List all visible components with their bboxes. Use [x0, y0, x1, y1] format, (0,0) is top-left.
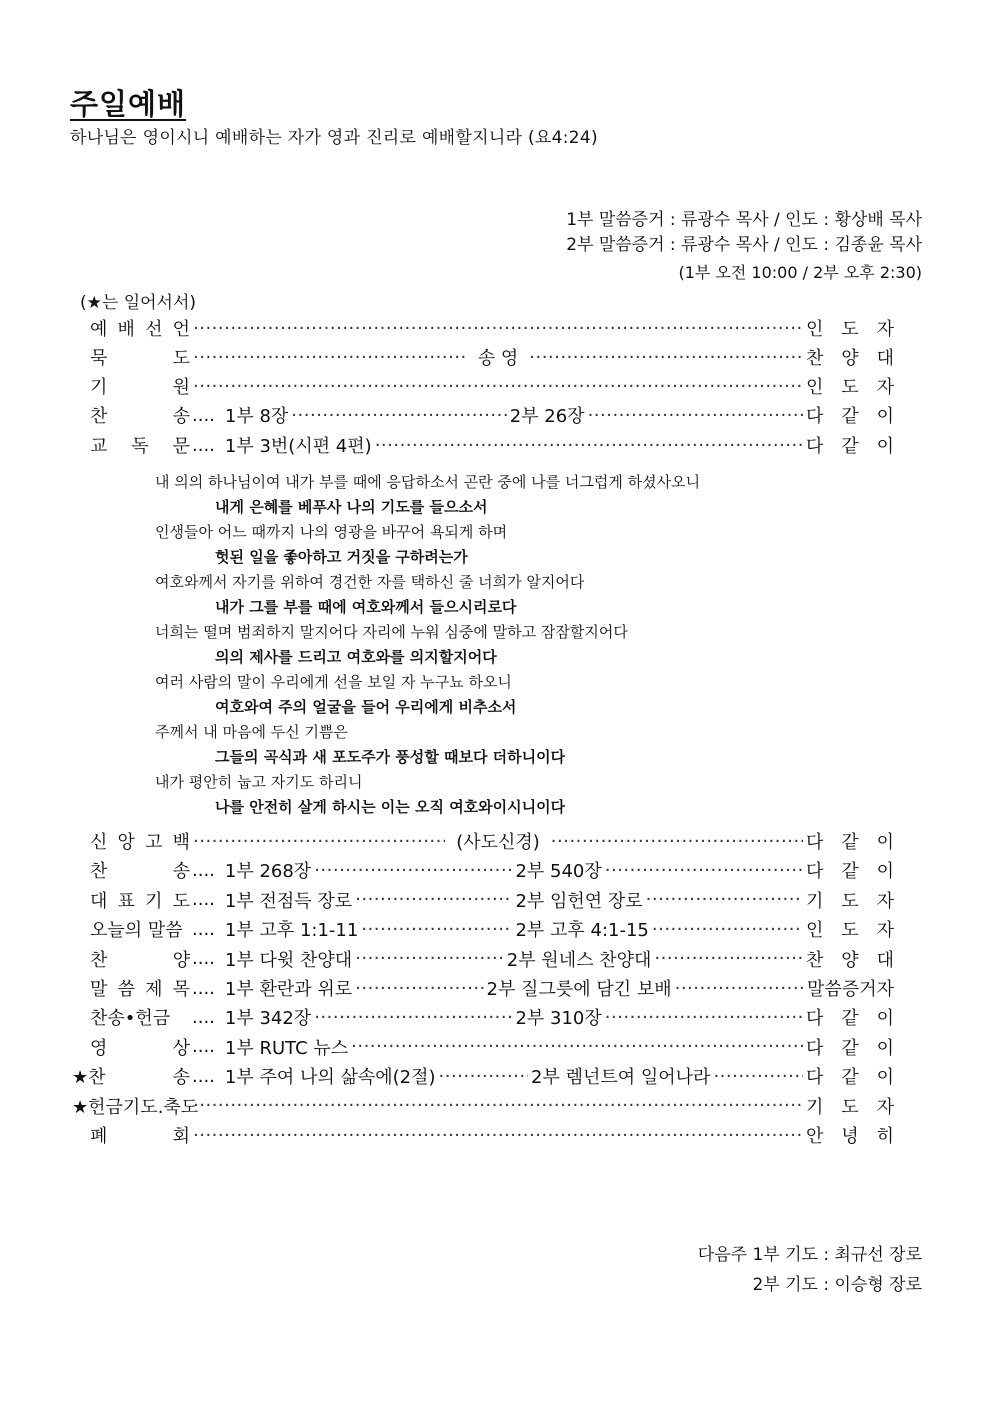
part-1-detail: 1부 고후 1:1-11	[224, 920, 359, 942]
part-1-detail: 1부 RUTC 뉴스	[224, 1037, 349, 1059]
order-row	[72, 1092, 894, 1120]
order-row	[72, 343, 894, 371]
order-label	[72, 402, 190, 428]
order-label-char: 교	[90, 436, 108, 457]
order-label-char: 제	[145, 979, 163, 1000]
order-response	[806, 828, 894, 854]
response-char: 대	[876, 949, 894, 971]
order-response	[806, 344, 894, 370]
page-subtitle: 하나님은 영이시니 예배하는 자가 영과 진리로 예배할지니라 (요4:24)	[70, 128, 598, 148]
leader-dots: ....	[192, 859, 215, 881]
reading-line: 여호와여 주의 얼굴을 들어 우리에게 비추소서	[215, 698, 517, 716]
part-1-detail: 1부 주여 나의 삶속에(2절)	[224, 1067, 436, 1089]
leaders-line-2: 2부 말씀증거 : 류광수 목사 / 인도 : 김종윤 목사	[566, 235, 922, 255]
response-char: 찬	[806, 949, 824, 971]
order-row	[72, 886, 894, 914]
order-row	[72, 401, 894, 429]
order-label-char: 기	[145, 890, 163, 912]
order-label-char: 언	[172, 319, 190, 340]
order-label	[72, 975, 190, 1001]
order-label	[72, 1063, 190, 1089]
response-char: 다	[806, 1067, 824, 1089]
order-label-char: 오늘의 말씀	[90, 920, 183, 942]
leader-dots	[713, 1066, 803, 1087]
reading-line: 내가 평안히 눕고 자기도 하리니	[155, 773, 363, 791]
response-char: 인	[806, 377, 824, 398]
order-row	[72, 1033, 894, 1061]
order-label-char: 영	[90, 1037, 108, 1059]
order-row	[72, 1121, 894, 1149]
order-label	[72, 344, 190, 370]
leader-dots: ....	[192, 977, 215, 999]
order-label-char: 상	[172, 1037, 190, 1059]
responsive-reading	[155, 470, 700, 820]
order-response	[806, 946, 894, 972]
order-label	[72, 1122, 190, 1148]
leader-dots	[193, 831, 445, 852]
response-char: 인	[806, 319, 824, 340]
part-2-detail: 2부 렘넌트여 일어나라	[531, 1067, 711, 1089]
response-char: 이	[876, 1067, 894, 1089]
part-2-detail: 2부 임헌연 장로	[515, 890, 643, 912]
response-char: 자	[876, 1096, 894, 1118]
response-char: 같	[841, 832, 859, 853]
order-label-char: 찬	[90, 949, 108, 971]
order-response	[806, 1034, 894, 1060]
order-label-char: 도	[172, 890, 190, 912]
leader-dots: ....	[192, 948, 215, 970]
response-char: 같	[841, 1067, 859, 1089]
leader-dots	[314, 1007, 512, 1028]
order-response	[806, 887, 894, 913]
order-label-char: 회	[172, 1126, 190, 1147]
order-detail	[190, 376, 806, 397]
leader-dots	[193, 376, 803, 397]
next-week-prayer-2: 2부 기도 : 이승형 장로	[752, 1275, 922, 1295]
order-label-char: 찬	[90, 861, 108, 883]
leader-dots: ....	[192, 404, 215, 426]
order-response	[806, 857, 894, 883]
leader-dots: ....	[192, 1065, 215, 1087]
order-label-char: 폐	[90, 1126, 108, 1147]
leader-dots	[551, 831, 803, 852]
order-row	[72, 945, 894, 973]
order-label-char: 송	[172, 1067, 190, 1089]
response-char: 도	[841, 319, 859, 340]
response-char: 자	[876, 920, 894, 942]
response-char: 대	[876, 348, 894, 369]
order-label-char: 말	[90, 979, 108, 1000]
order-detail	[190, 1034, 806, 1060]
order-detail	[190, 828, 806, 854]
reading-line: 헛된 일을 좋아하고 거짓을 구하려는가	[215, 548, 468, 566]
response-char: 히	[876, 1126, 894, 1147]
order-label	[72, 946, 190, 972]
leader-dots	[439, 1066, 529, 1087]
order-label	[72, 432, 190, 458]
leader-dots	[529, 347, 803, 368]
service-times: (1부 오전 10:00 / 2부 오후 2:30)	[678, 263, 922, 282]
order-response	[806, 1063, 894, 1089]
leader-dots	[654, 948, 803, 969]
leader-dots	[605, 860, 803, 881]
order-response	[806, 975, 894, 1001]
response-char: 안	[806, 1126, 824, 1147]
order-label	[72, 887, 190, 913]
response-char: 이	[876, 832, 894, 853]
response-char: 같	[841, 406, 859, 427]
leader-dots	[193, 347, 467, 368]
order-label	[72, 857, 190, 883]
leader-dots	[351, 1036, 803, 1057]
leader-dots	[588, 405, 803, 426]
order-label-char: 묵	[90, 348, 108, 369]
part-1-detail: 1부 8장	[224, 406, 289, 427]
order-detail	[190, 318, 806, 339]
response-char: 기	[806, 890, 824, 912]
leader-dots	[605, 1007, 803, 1028]
leader-dots: ....	[192, 918, 215, 940]
order-row	[72, 431, 894, 459]
order-label-char: 송	[172, 406, 190, 427]
reading-line: 의의 제사를 드리고 여호와를 의지할지어다	[215, 648, 497, 666]
part-1-detail: 1부 다윗 찬양대	[224, 949, 353, 971]
order-detail	[190, 916, 806, 942]
order-label-char: 찬	[90, 406, 108, 427]
leader-dots	[646, 889, 803, 910]
order-row	[72, 915, 894, 943]
order-row	[72, 1003, 894, 1031]
order-label	[72, 1034, 190, 1060]
order-label-char: 찬송•헌금	[90, 1008, 171, 1030]
order-response	[806, 1122, 894, 1148]
response-char: 같	[841, 1037, 859, 1059]
response-char: 이	[876, 436, 894, 457]
order-detail	[190, 402, 806, 428]
response-char: 이	[876, 406, 894, 427]
order-label-char: 원	[172, 377, 190, 398]
page-title: 주일예배	[70, 87, 187, 121]
order-detail	[190, 857, 806, 883]
order-detail	[190, 344, 806, 370]
order-label-char: 문	[172, 436, 190, 457]
response-char: 도	[841, 1096, 859, 1118]
reading-line: 내게 은혜를 베푸사 나의 기도를 들으소서	[215, 498, 488, 516]
order-label-char: ★헌금기도.축도	[72, 1096, 199, 1118]
response-char: 이	[876, 861, 894, 883]
order-label-char: 백	[172, 832, 190, 853]
order-label-char: 양	[172, 949, 190, 971]
order-response	[806, 373, 894, 399]
response-char: 다	[806, 436, 824, 457]
order-label-char: 도	[172, 348, 190, 369]
reading-line: 주께서 내 마음에 두신 기쁨은	[155, 723, 348, 741]
order-label-char: 송	[172, 861, 190, 883]
order-label	[72, 916, 190, 942]
part-2-detail: 2부 고후 4:1-15	[515, 920, 649, 942]
order-response	[806, 1004, 894, 1030]
order-label	[72, 1093, 199, 1119]
leader-dots: ....	[192, 1036, 215, 1058]
order-detail	[190, 1004, 806, 1030]
response-char: 같	[841, 436, 859, 457]
leader-dots: ....	[192, 1006, 215, 1028]
response-char: 다	[806, 1008, 824, 1030]
leader-dots	[652, 919, 803, 940]
order-detail	[190, 1125, 806, 1146]
order-row	[72, 827, 894, 855]
order-label-char: 표	[117, 890, 135, 912]
order-row	[72, 856, 894, 884]
order-label-char: 고	[145, 832, 163, 853]
reading-line: 너희는 떨며 범죄하지 말지어다 자리에 누워 심중에 말하고 잠잠할지어다	[155, 623, 628, 641]
response-char: 자	[876, 890, 894, 912]
response-char: 양	[841, 348, 859, 369]
order-label-char: 앙	[117, 832, 135, 853]
response-char: 자	[876, 377, 894, 398]
response-char: 다	[806, 406, 824, 427]
order-label-char: 기	[90, 377, 108, 398]
leader-dots	[291, 405, 506, 426]
response-char: 자	[876, 319, 894, 340]
part-2-detail: 2부 원네스 찬양대	[506, 949, 652, 971]
response-char: 양	[841, 949, 859, 971]
order-response	[806, 402, 894, 428]
order-label-char: 예	[90, 319, 108, 340]
order-detail	[190, 1063, 806, 1089]
standing-note: (★는 일어서서)	[80, 293, 197, 313]
reading-line: 인생들아 어느 때까지 나의 영광을 바꾸어 욕되게 하며	[155, 523, 508, 541]
response-char: 같	[841, 861, 859, 883]
response-char: 녕	[841, 1126, 859, 1147]
order-detail	[190, 887, 806, 913]
part-2-detail: 2부 540장	[515, 861, 602, 883]
order-label-char: 선	[145, 319, 163, 340]
order-label	[72, 828, 190, 854]
leader-dots: ....	[192, 889, 215, 911]
order-detail	[190, 975, 806, 1001]
leaders-line-1: 1부 말씀증거 : 류광수 목사 / 인도 : 황상배 목사	[566, 210, 922, 230]
part-1-detail: 1부 268장	[224, 861, 312, 883]
leader-dots	[355, 948, 504, 969]
order-label-char: 목	[172, 979, 190, 1000]
order-label-char: 신	[90, 832, 108, 853]
leader-dots	[355, 978, 483, 999]
order-row	[72, 314, 894, 342]
response-char: 도	[841, 377, 859, 398]
leader-dots	[193, 1095, 803, 1116]
response-char: 말씀증거자	[807, 979, 894, 1000]
order-label-char: ★찬	[72, 1067, 106, 1089]
response-char: 인	[806, 920, 824, 942]
order-response	[806, 916, 894, 942]
order-row	[72, 974, 894, 1002]
next-week-prayer-1: 다음주 1부 기도 : 최규선 장로	[697, 1245, 922, 1265]
order-detail	[190, 1095, 806, 1116]
order-detail	[190, 946, 806, 972]
leader-dots	[355, 889, 512, 910]
order-label	[72, 373, 190, 399]
order-label-char: 배	[117, 319, 135, 340]
part-2-detail: 2부 310장	[515, 1008, 602, 1030]
order-label-char: 독	[131, 436, 149, 457]
reading-line: 여러 사람의 말이 우리에게 선을 보일 자 누구뇨 하오니	[155, 673, 512, 691]
part-2-detail: 2부 26장	[509, 406, 585, 427]
order-response	[806, 432, 894, 458]
order-response	[806, 315, 894, 341]
response-char: 이	[876, 1008, 894, 1030]
response-char: 도	[841, 920, 859, 942]
leader-dots	[193, 1125, 803, 1146]
leader-dots	[314, 860, 512, 881]
leader-dots	[675, 978, 803, 999]
response-char: 같	[841, 1008, 859, 1030]
part-2-detail: 2부 질그릇에 담긴 보배	[486, 979, 672, 1000]
reading-line: 내가 그를 부를 때에 여호와께서 들으시리로다	[215, 598, 517, 616]
response-char: 도	[841, 890, 859, 912]
order-response	[806, 1093, 894, 1119]
order-row	[72, 1062, 894, 1090]
part-1-detail: 1부 환란과 위로	[224, 979, 353, 1000]
part-1-detail: 1부 전점득 장로	[224, 890, 353, 912]
reading-line: 나를 안전히 살게 하시는 이는 오직 여호와이시니이다	[215, 798, 566, 816]
order-label	[72, 315, 190, 341]
response-char: 다	[806, 832, 824, 853]
response-char: 찬	[806, 348, 824, 369]
leader-dots: ....	[192, 434, 215, 456]
response-char: 이	[876, 1037, 894, 1059]
reading-line: 그들의 곡식과 새 포도주가 풍성할 때보다 더하니이다	[215, 748, 566, 766]
response-char: 기	[806, 1096, 824, 1118]
response-char: 다	[806, 861, 824, 883]
order-detail	[190, 432, 806, 458]
reading-line: 여호와께서 자기를 위하여 경건한 자를 택하신 줄 너희가 알지어다	[155, 573, 585, 591]
leader-dots	[193, 318, 803, 339]
leader-dots	[375, 435, 803, 456]
center-detail: 송 영	[477, 348, 519, 369]
leader-dots	[361, 919, 512, 940]
part-1-detail: 1부 3번(시편 4편)	[224, 436, 372, 457]
order-label-char: 대	[90, 890, 108, 912]
center-detail: (사도신경)	[456, 832, 540, 853]
part-1-detail: 1부 342장	[224, 1008, 312, 1030]
order-label	[72, 1004, 190, 1030]
order-row	[72, 372, 894, 400]
order-label-char: 씀	[117, 979, 135, 1000]
response-char: 다	[806, 1037, 824, 1059]
reading-line: 내 의의 하나님이여 내가 부를 때에 응답하소서 곤란 중에 나를 너그럽게 하셨사오니	[155, 473, 701, 491]
